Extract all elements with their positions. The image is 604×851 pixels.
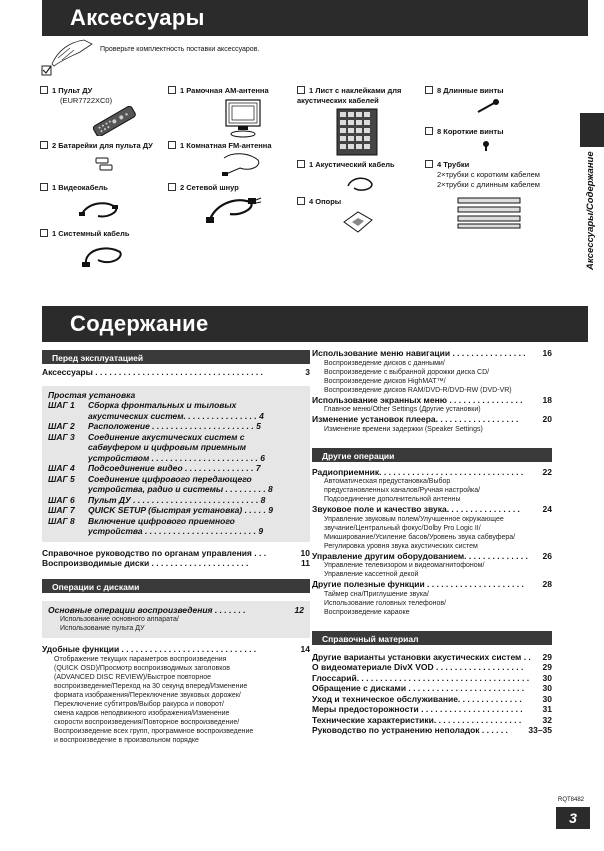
toc-row-ref[interactable]: Технические характеристики. . . . . . . . . . . . . . . . . . . 32 bbox=[312, 714, 552, 725]
acc-tubes: 4 Трубки 2×трубки с коротким кабелем 2×трубки с длинным кабелем bbox=[425, 160, 540, 190]
sub-line: (QUICK OSD)/Просмотр воспроизводимых заголовков bbox=[54, 664, 230, 672]
contents-banner bbox=[42, 306, 588, 342]
sub-line: Главное меню/Other Settings (Другие установки) bbox=[324, 406, 481, 413]
sub-line: Воспроизведение с выбранной дорожки диска CD/ bbox=[324, 368, 490, 376]
step-1-cont: акустических систем. . . . . . . . . . . . . . . . 4 bbox=[88, 410, 264, 421]
checkbox[interactable] bbox=[168, 183, 176, 191]
sub-line: скорости воспроизведения/Повторное воспроизведение/ bbox=[54, 718, 240, 726]
sub-line: предустановленных каналов/Ручная настройка/ bbox=[324, 487, 481, 494]
sticker-sheet-icon bbox=[336, 108, 378, 156]
sub-line: Воспроизведение всех групп, программное воспроизведение bbox=[54, 727, 254, 735]
step-3-cont2: устройством . . . . . . . . . . . . . . . . . . . . . . . 6 bbox=[88, 452, 265, 463]
acc-fm-antenna: 1 Комнатная FM-антенна bbox=[168, 141, 272, 151]
checkbox[interactable] bbox=[40, 86, 48, 94]
sub-line: воспроизведение/Переход на 30 секунд вперед/Изменение bbox=[54, 682, 248, 690]
foot-pad-icon bbox=[340, 208, 376, 236]
step-8[interactable]: ШАГ 8 Включение цифрового приемного bbox=[48, 515, 235, 526]
step-6[interactable]: ШАГ 6 Пульт ДУ . . . . . . . . . . . . . . . . . . . . . . . . . . . 8 bbox=[48, 494, 266, 505]
toc-row-ref[interactable]: Уход и техническое обслуживание. . . . . . . . . . . . . . 30 bbox=[312, 693, 552, 704]
side-label: Аксессуары/Содержание bbox=[585, 151, 596, 270]
step-3[interactable]: ШАГ 3 Соединение акустических систем с bbox=[48, 431, 245, 442]
toc-row-ref[interactable]: Руководство по устранению неполадок . . . . . . 33–35 bbox=[312, 725, 552, 735]
sub-line: Управление звуковым полем/Улучшенное окружающее bbox=[324, 515, 504, 523]
sub-line: Микширование/Усиление басов/Уровень звука сабвуфера/ bbox=[324, 533, 516, 541]
toc-row-radio[interactable]: Радиоприемник. . . . . . . . . . . . . . . . . . . . . . . . . . . . . . . 22 bbox=[312, 466, 552, 477]
sub-line: Воспроизведение дисков RAM/DVD-R/DVD-RW (DVD-VR) bbox=[324, 386, 512, 394]
checkbox[interactable] bbox=[425, 127, 433, 135]
accessories-title: Аксессуары bbox=[70, 5, 205, 30]
tubes-icon bbox=[456, 194, 526, 230]
toc-row-other-eq[interactable]: Управление другим оборудованием. . . . . . . . . . . . . . 26 bbox=[312, 550, 552, 561]
toc-row-basic[interactable]: Основные операции воспроизведения . . . . . . . 12 bbox=[48, 604, 304, 615]
step-5-cont: устройства, радио и системы . . . . . . . . . 8 bbox=[88, 484, 273, 494]
power-cord-icon bbox=[204, 192, 264, 226]
checkbox[interactable] bbox=[297, 160, 305, 168]
toc-row-useful[interactable]: Удобные функции . . . . . . . . . . . . . . . . . . . . . . . . . . . . . 14 bbox=[42, 644, 310, 654]
sub-line: Регулировка уровня звука акустических систем bbox=[324, 542, 478, 550]
system-cable-icon bbox=[80, 242, 126, 270]
contents-right-column bbox=[312, 348, 552, 736]
toc-row-ref[interactable]: Меры предосторожности . . . . . . . . . . . . . . . . . . . . . . 31 bbox=[312, 704, 552, 714]
sub-line: Воспроизведение караоке bbox=[324, 608, 410, 616]
acc-video-cable: 1 Видеокабель bbox=[40, 183, 108, 193]
page-number: 3 bbox=[556, 807, 590, 829]
step-3-cont: сабвуфером и цифровым приемным bbox=[88, 442, 246, 452]
side-tab-marker bbox=[580, 113, 604, 147]
toc-row-discs[interactable]: Воспроизводимые диски . . . . . . . . . . . . . . . . . . . . . 11 bbox=[42, 558, 310, 568]
contents-title: Содержание bbox=[70, 311, 209, 336]
accessories-banner bbox=[42, 0, 588, 36]
checkbox[interactable] bbox=[297, 86, 305, 94]
long-screw-icon bbox=[474, 98, 500, 116]
toc-row-reference[interactable]: Справочное руководство по органам управления . . . 10 bbox=[42, 547, 310, 558]
sub-line: Воспроизведение дисков HighMAT™/ bbox=[324, 377, 446, 385]
acc-remote: 1 Пульт ДУ (EUR7722XC0) bbox=[40, 86, 112, 106]
section-head-before: Перед эксплуатацией bbox=[42, 350, 310, 364]
sub-line: формата изображения/Переключение звуковых дорожек/ bbox=[54, 691, 241, 699]
sub-line: Использование основного аппарата/ bbox=[60, 616, 179, 623]
acc-feet: 4 Опоры bbox=[297, 197, 341, 207]
toc-row-player[interactable]: Изменение установок плеера. . . . . . . . . . . . . . . . . . 20 bbox=[312, 414, 552, 424]
step-4[interactable]: ШАГ 4 Подсоединение видео . . . . . . . . . . . . . . . 7 bbox=[48, 463, 261, 473]
acc-system-cable: 1 Системный кабель bbox=[40, 229, 129, 239]
step-7[interactable]: ШАГ 7 QUICK SETUP (быстрая установка) . . . . . 9 bbox=[48, 505, 273, 515]
sub-line: (ADVANCED DISC REVIEW)/Быстрое повторное bbox=[54, 673, 211, 681]
am-loop-antenna-icon bbox=[220, 96, 266, 140]
sub-line: Переключение субтитров/Выбор ракурса и поворот/ bbox=[54, 700, 224, 708]
checkbox[interactable] bbox=[425, 86, 433, 94]
step-5[interactable]: ШАГ 5 Соединение цифрового передающего bbox=[48, 473, 252, 484]
toc-row-ref[interactable]: Другие варианты установки акустических систем . . 29 bbox=[312, 651, 552, 662]
sub-line: Автоматическая предустановка/Выбор bbox=[324, 478, 451, 485]
acc-batteries: 2 Батарейки для пульта ДУ bbox=[40, 141, 153, 151]
sub-line: и воспроизведение в произвольном порядке bbox=[54, 736, 199, 744]
sub-line: Воспроизведение дисков с данными/ bbox=[324, 359, 445, 367]
acc-speaker-cable: 1 Акустический кабель bbox=[297, 160, 395, 170]
sub-line: Управление телевизором и видеомагнитофоном/ bbox=[324, 562, 485, 569]
toc-row-useful2[interactable]: Другие полезные функции . . . . . . . . . . . . . . . . . . . . . 28 bbox=[312, 579, 552, 589]
intro-text: Проверьте комплектность поставки аксессуаров. bbox=[100, 46, 260, 53]
toc-row-sound[interactable]: Звуковое поле и качество звука. . . . . . . . . . . . . . . . 24 bbox=[312, 504, 552, 514]
acc-sticker-sheet: 1 Лист с наклейками для акустических кабелей bbox=[297, 86, 402, 105]
checkbox[interactable] bbox=[425, 160, 433, 168]
sub-line: смена кадров неподвижного изображения/Изменение bbox=[54, 709, 230, 717]
step-1[interactable]: ШАГ 1 Сборка фронтальных и тыловых bbox=[48, 400, 237, 410]
checkbox[interactable] bbox=[168, 86, 176, 94]
toc-row-nav[interactable]: Использование меню навигации . . . . . . . . . . . . . . . . 16 bbox=[312, 348, 552, 358]
video-cable-icon bbox=[78, 196, 122, 222]
section-head-reference: Справочный материал bbox=[312, 631, 552, 645]
setup-title: Простая установка bbox=[48, 389, 136, 400]
toc-row-ref[interactable]: О видеоматериале DivX VOD . . . . . . . . . . . . . . . . . . . 29 bbox=[312, 662, 552, 672]
section-head-other: Другие операции bbox=[312, 448, 552, 462]
sub-line: Управление кассетной декой bbox=[324, 571, 419, 578]
basic-ops-box bbox=[42, 601, 310, 639]
toc-row-ref[interactable]: Обращение с дисками . . . . . . . . . . . . . . . . . . . . . . . . . 30 bbox=[312, 683, 552, 693]
fm-antenna-icon bbox=[220, 150, 264, 180]
toc-row-ref[interactable]: Глоссарий. . . . . . . . . . . . . . . . . . . . . . . . . . . . . . . . . . . . . 30 bbox=[312, 672, 552, 683]
sub-line: Изменение времени задержки (Speaker Settings) bbox=[324, 425, 483, 433]
sub-line: Использование головных телефонов/ bbox=[324, 599, 447, 607]
toc-row-screen[interactable]: Использование экранных меню . . . . . . . . . . . . . . . . 18 bbox=[312, 394, 552, 405]
checkbox[interactable] bbox=[40, 141, 48, 149]
step-2[interactable]: ШАГ 2 Расположение . . . . . . . . . . . . . . . . . . . . . . 5 bbox=[48, 421, 261, 431]
acc-long-screws: 8 Длинные винты bbox=[425, 86, 504, 96]
acc-power-cord: 2 Сетевой шнур bbox=[168, 183, 239, 193]
checkbox[interactable] bbox=[168, 141, 176, 149]
sub-line: звучание/Центральный фокус/Dolby Pro Logic II/ bbox=[324, 524, 481, 532]
acc-short-screws: 8 Короткие винты bbox=[425, 127, 504, 137]
checkbox[interactable] bbox=[297, 197, 305, 205]
sub-line: Подсоединение дополнительной антенны bbox=[324, 496, 461, 503]
acc-am-antenna: 1 Рамочная АМ-антенна bbox=[168, 86, 269, 96]
hand-check-icon bbox=[40, 38, 96, 78]
step-8-cont: устройства . . . . . . . . . . . . . . . . . . . . . . . . 9 bbox=[88, 526, 264, 536]
contents-left-column bbox=[42, 350, 310, 745]
toc-row-accessories[interactable]: Аксессуары . . . . . . . . . . . . . . . . . . . . . . . . . . . . . . . . . . . . 3 bbox=[42, 367, 310, 377]
section-head-disc-ops: Операции с дисками bbox=[42, 579, 310, 593]
document-code: RQT8482 bbox=[557, 797, 584, 803]
sub-line: Отображение текущих параметров воспроизведения bbox=[54, 655, 227, 663]
sub-line: Использование пульта ДУ bbox=[60, 625, 145, 632]
checkbox[interactable] bbox=[40, 183, 48, 191]
batteries-icon bbox=[94, 155, 118, 173]
remote-control-icon bbox=[88, 106, 138, 136]
sub-line: Таймер сна/Приглушение звука/ bbox=[324, 590, 429, 598]
setup-box bbox=[42, 386, 310, 542]
speaker-cable-icon bbox=[344, 172, 376, 194]
checkbox[interactable] bbox=[40, 229, 48, 237]
short-screw-icon bbox=[480, 140, 492, 152]
